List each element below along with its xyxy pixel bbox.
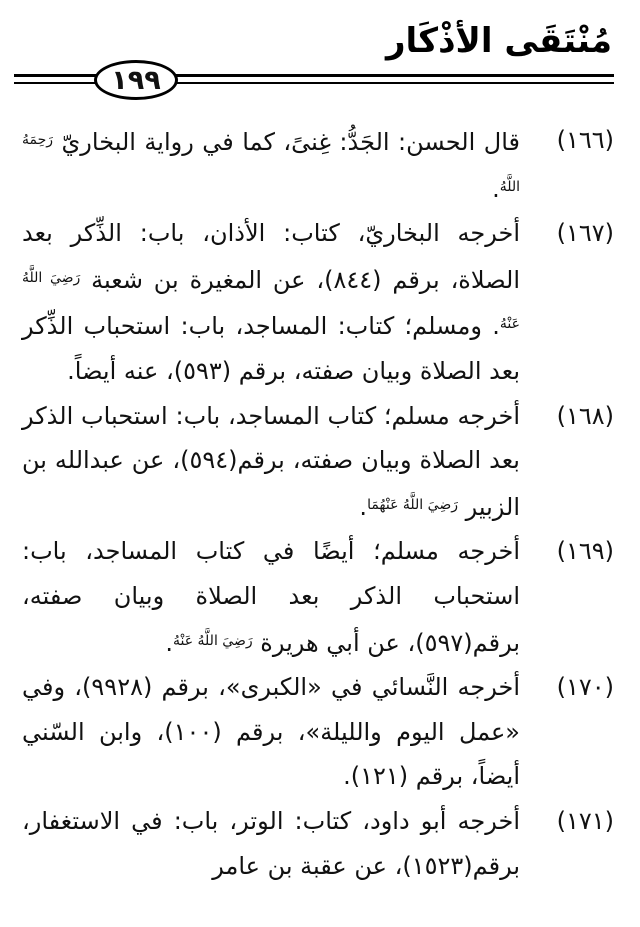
footnote-body: أخرجه أبو داود، كتاب: الوتر، باب: في الاستغفار، برقم(١٥٢٣)، عن عقبة بن عامر <box>22 806 520 880</box>
footnote-text <box>22 529 520 665</box>
footnote-tail: . ومسلم؛ كتاب: المساجد، باب: استحباب الذِّكر بعد الصلاة وبيان صفته، برقم (٥٩٣)، عنه أيضاً. <box>22 312 520 385</box>
footnote-167 <box>22 211 614 393</box>
footnote-body: أخرجه البخاريّ، كتاب: الأذان، باب: الذِّكر بعد الصلاة، برقم (٨٤٤)، عن المغيرة بن شعبة <box>22 219 520 294</box>
footnote-text <box>22 211 520 393</box>
running-title: مُنْتَقَى الأذْكَار <box>385 21 612 61</box>
honorific-glyph: رَضِيَ اللَّهُ عَنْهُ <box>173 632 253 649</box>
footnote-text <box>22 118 520 211</box>
footnote-number: (١٦٧) <box>556 219 614 248</box>
footnote-body: أخرجه النَّسائي في «الكبرى»، برقم (٩٩٢٨)، وفي «عمل اليوم والليلة»، برقم (١٠٠)، وابن السّني أيضاً، برقم (١٢١). <box>22 673 520 791</box>
footnotes-section <box>22 118 614 888</box>
footnote-body: أخرجه مسلم؛ كتاب المساجد، باب: استحباب الذكر بعد الصلاة وبيان صفته، برقم(٥٩٤)، عن عبدالله بن الزبير <box>22 401 520 521</box>
page-number-badge: ١٩٩ <box>94 60 178 100</box>
footnote-171 <box>22 799 614 888</box>
footnote-168 <box>22 394 614 530</box>
footnote-number: (١٦٦) <box>556 126 614 154</box>
footnote-170 <box>22 665 614 799</box>
footnote-body: قال الحسن: الجَدُّ: غِنىً، كما في رواية البخاريّ <box>61 128 520 156</box>
footnote-tail: . <box>359 492 368 521</box>
footnote-tail: . <box>165 628 173 657</box>
footnote-text <box>22 394 520 530</box>
footnote-169 <box>22 529 614 665</box>
footnote-166 <box>22 118 614 211</box>
footnote-tail: . <box>492 174 500 203</box>
footnote-body: أخرجه مسلم؛ أيضًا في كتاب المساجد، باب: استحباب الذكر بعد الصلاة وبيان صفته، برقم(٥٩٧)، عن أبي هريرة <box>22 537 520 657</box>
honorific-glyph: رَضِيَ اللَّهُ عَنْهُمَا <box>367 496 458 513</box>
footnote-text <box>22 799 520 888</box>
footnote-number: (١٧٠) <box>556 673 614 702</box>
honorific-glyph: رَحِمَهُ اللَّهُ <box>22 132 520 195</box>
honorific-glyph: رَضِيَ اللَّهُ عَنْهُ <box>22 269 520 333</box>
footnote-number: (١٦٨) <box>556 401 614 430</box>
footnote-text <box>22 665 520 799</box>
footnote-number: (١٧١) <box>556 806 614 835</box>
footnote-number: (١٦٩) <box>556 537 614 566</box>
